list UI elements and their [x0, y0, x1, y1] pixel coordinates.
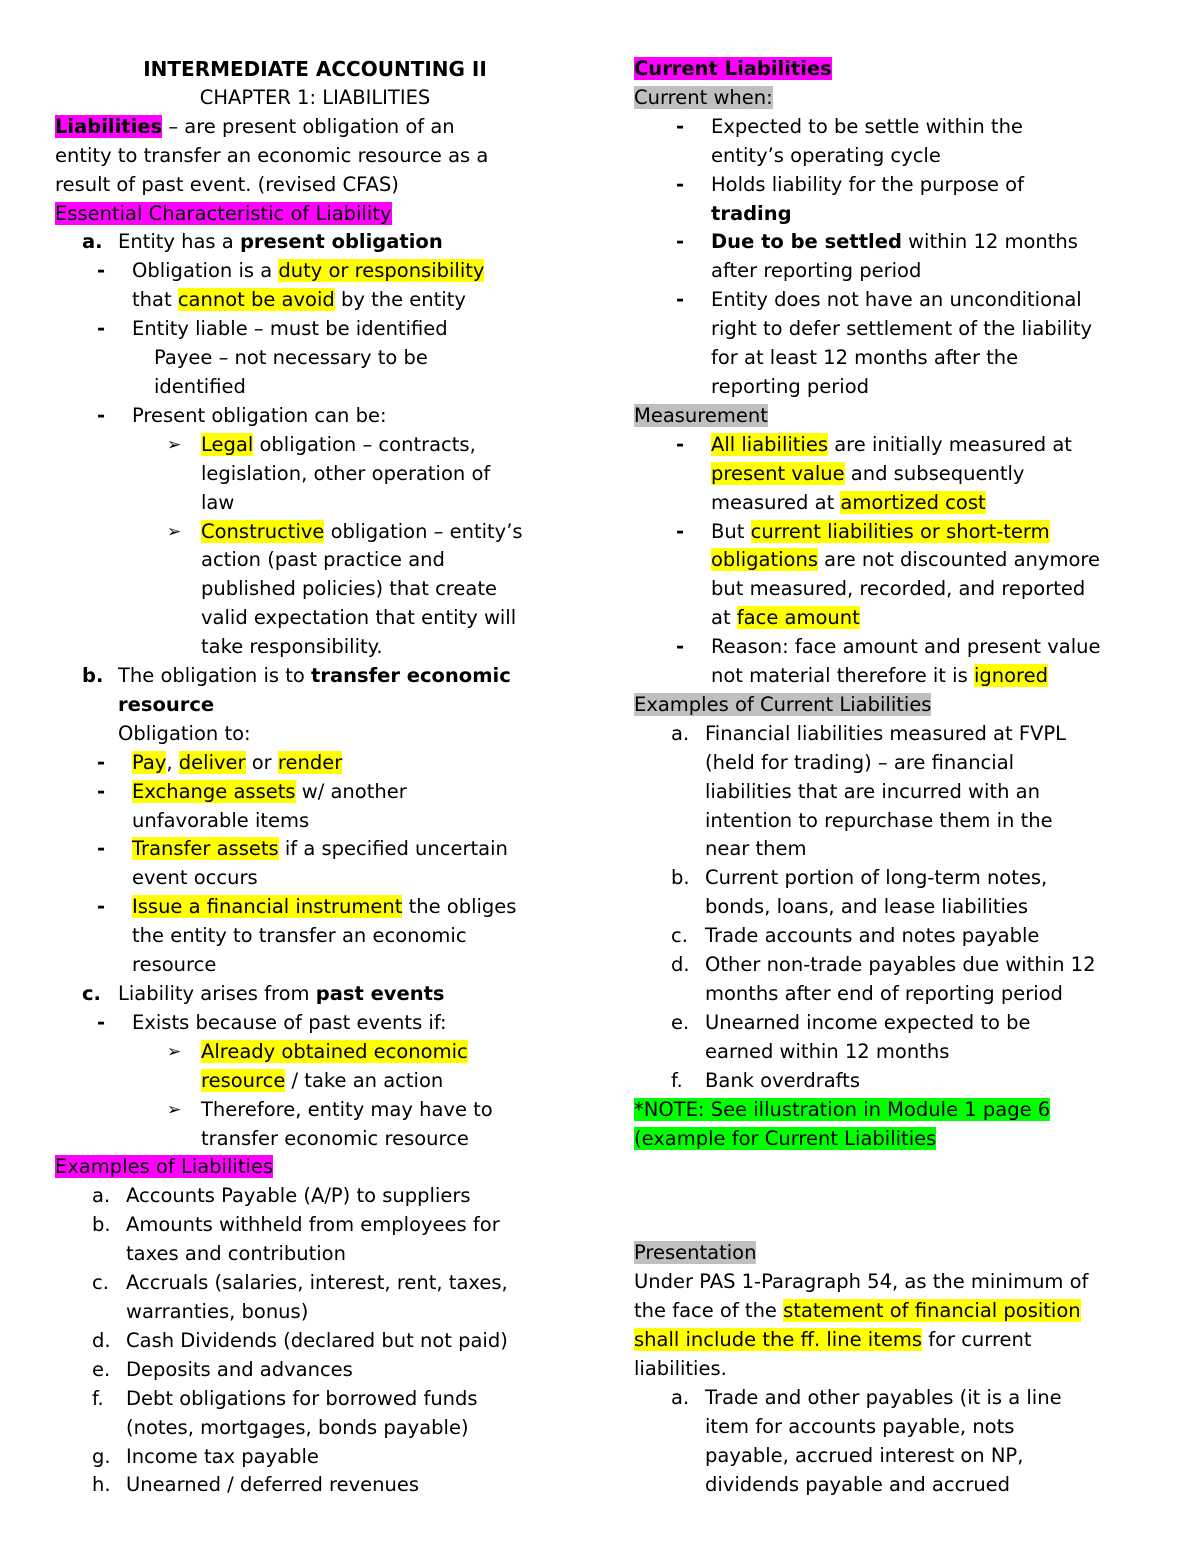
- liabilities-definition: Liabilities – are present obligation of an: [55, 114, 455, 138]
- spacer: [634, 1153, 1154, 1239]
- example-liability-item: [92, 1211, 575, 1269]
- document-title: INTERMEDIATE ACCOUNTING II: [143, 57, 487, 81]
- example-text: Unearned / deferred revenues: [126, 1473, 420, 1497]
- list-marker: g.: [92, 1444, 111, 1468]
- list-marker: b.: [92, 1213, 111, 1237]
- list-marker: h.: [92, 1473, 111, 1497]
- list-item: c. Trade accounts and notes payable: [671, 924, 1040, 948]
- list-marker: e.: [92, 1357, 111, 1381]
- example-liability-item: [92, 1356, 575, 1385]
- list-marker: a.: [92, 1184, 111, 1208]
- bullet-item: - Reason: face amount and present value not material therefore it is ignored: [676, 635, 1101, 688]
- arrow-item-legal: ➢ Legal obligation – contracts, legislation, other operation of law: [167, 431, 575, 518]
- example-text: (notes, mortgages, bonds payable): [126, 1415, 469, 1439]
- list-marker: f.: [92, 1386, 104, 1410]
- example-liability-item: [92, 1269, 575, 1327]
- arrow-bullet-icon: ➢: [167, 1041, 182, 1062]
- bullet-item: - Holds liability for the purpose of trading: [676, 172, 1024, 225]
- example-text: Income tax payable: [126, 1444, 319, 1468]
- example-text: Deposits and advances: [126, 1357, 353, 1381]
- example-text: Amounts withheld from employees for: [126, 1213, 500, 1237]
- arrow-bullet-icon: ➢: [167, 1099, 182, 1120]
- arrow-bullet-icon: ➢: [167, 434, 182, 455]
- bullet-item: - Transfer assets if a specified uncertain event occurs: [97, 837, 508, 890]
- list-item-a: a. Entity has a present obligation: [82, 230, 443, 254]
- example-text: Cash Dividends (declared but not paid): [126, 1328, 508, 1352]
- chapter-subtitle: CHAPTER 1: LIABILITIES: [199, 85, 431, 109]
- presentation-text: Under PAS 1-Paragraph 54, as the minimum of: [634, 1270, 1089, 1294]
- example-liability-item: [92, 1471, 575, 1500]
- current-when-heading: Current when:: [634, 85, 773, 109]
- right-column: [634, 55, 1154, 1500]
- list-item: e. Unearned income expected to be earned within 12 months: [671, 1010, 1031, 1063]
- list-item-b: b. The obligation is to transfer economic resource Obligation to:: [82, 664, 511, 745]
- note-line: *NOTE: See illustration in Module 1 page 6: [634, 1097, 1051, 1121]
- liabilities-term: Liabilities: [55, 114, 163, 138]
- list-marker: d.: [92, 1328, 111, 1352]
- list-marker: a.: [82, 230, 103, 254]
- bullet-item: - Pay, deliver or render: [97, 750, 343, 774]
- presentation-text: liabilities.: [634, 1357, 727, 1381]
- presentation-heading: Presentation: [634, 1241, 757, 1265]
- bullet-item: - Expected to be settle within the entity’s operating cycle: [676, 114, 1023, 167]
- examples-of-liabilities-heading: Examples of Liabilities: [55, 1155, 274, 1179]
- bullet-item: - Entity liable – must be identified Payee – not necessary to be identified: [97, 317, 448, 398]
- note-line: (example for Current Liabilities: [634, 1126, 937, 1150]
- liabilities-definition-line: result of past event. (revised CFAS): [55, 172, 399, 196]
- arrow-item: ➢ Already obtained economic resource / take an action: [167, 1038, 575, 1096]
- examples-current-liabilities-heading: Examples of Current Liabilities: [634, 692, 932, 716]
- arrow-item: ➢ Therefore, entity may have to transfer economic resource: [167, 1096, 575, 1154]
- presentation-text: the face of the statement of financial position: [634, 1299, 1081, 1323]
- bullet-item: - Exchange assets w/ another unfavorable items: [97, 779, 407, 832]
- left-column: [55, 55, 575, 1500]
- bullet-item: - But current liabilities or short-term obligations are not discounted anymore but measured, recorded, and reported at face amount: [676, 519, 1100, 630]
- list-item: a. Financial liabilities measured at FVPL (held for trading) – are financial liabilities that are incurred with an intention to repurchase them in the near them: [671, 721, 1067, 861]
- list-marker: c.: [82, 982, 101, 1005]
- example-liability-item: [92, 1385, 575, 1443]
- example-text: warranties, bonus): [126, 1299, 309, 1323]
- presentation-text: shall include the ff. line items for current: [634, 1328, 1032, 1352]
- example-text: Accounts Payable (A/P) to suppliers: [126, 1184, 471, 1208]
- arrow-bullet-icon: ➢: [167, 521, 182, 542]
- list-item: a. Trade and other payables (it is a line item for accounts payable, nots payable, accrued interest on NP, dividends payable and accrued: [671, 1385, 1062, 1496]
- current-liabilities-heading: Current Liabilities: [634, 57, 832, 80]
- bullet-item: - Entity does not have an unconditional right to defer settlement of the liability for at least 12 months after the reporting period: [676, 288, 1093, 398]
- liabilities-definition-line: entity to transfer an economic resource as a: [55, 143, 489, 167]
- bullet-item: - Obligation is a duty or responsibility that cannot be avoid by the entity: [97, 259, 485, 312]
- bullet-item: - Due to be settled within 12 months after reporting period: [676, 230, 1078, 283]
- essential-characteristics-heading: Essential Characteristic of Liability: [55, 201, 392, 225]
- measurement-heading: Measurement: [634, 403, 768, 427]
- list-item: b. Current portion of long-term notes, bonds, loans, and lease liabilities: [671, 866, 1048, 919]
- bullet-item: - All liabilities are initially measured at present value and subsequently measured at amortized cost: [676, 432, 1072, 514]
- bullet-item: - Exists because of past events if:: [97, 1010, 447, 1034]
- list-item: f. Bank overdrafts: [671, 1068, 860, 1092]
- list-marker: c.: [92, 1271, 109, 1295]
- list-item-c: c. Liability arises from past events: [82, 982, 445, 1005]
- bullet-item: - Issue a financial instrument the obliges the entity to transfer an economic resource: [97, 895, 517, 977]
- example-liability-item: [92, 1443, 575, 1472]
- example-text: taxes and contribution: [126, 1242, 346, 1266]
- example-text: Accruals (salaries, interest, rent, taxes,: [126, 1271, 508, 1295]
- bullet-item: - Present obligation can be:: [97, 403, 387, 427]
- example-liability-item: [92, 1327, 575, 1356]
- list-marker: b.: [82, 664, 104, 688]
- example-liability-item: [92, 1182, 575, 1211]
- list-item: d. Other non-trade payables due within 12 months after end of reporting period: [671, 953, 1096, 1005]
- arrow-item-constructive: ➢ Constructive obligation – entity’s action (past practice and published policies) that create valid expectation that entity will take responsibility.: [167, 518, 575, 663]
- examples-list: [55, 1182, 575, 1500]
- example-text: Debt obligations for borrowed funds: [126, 1386, 478, 1410]
